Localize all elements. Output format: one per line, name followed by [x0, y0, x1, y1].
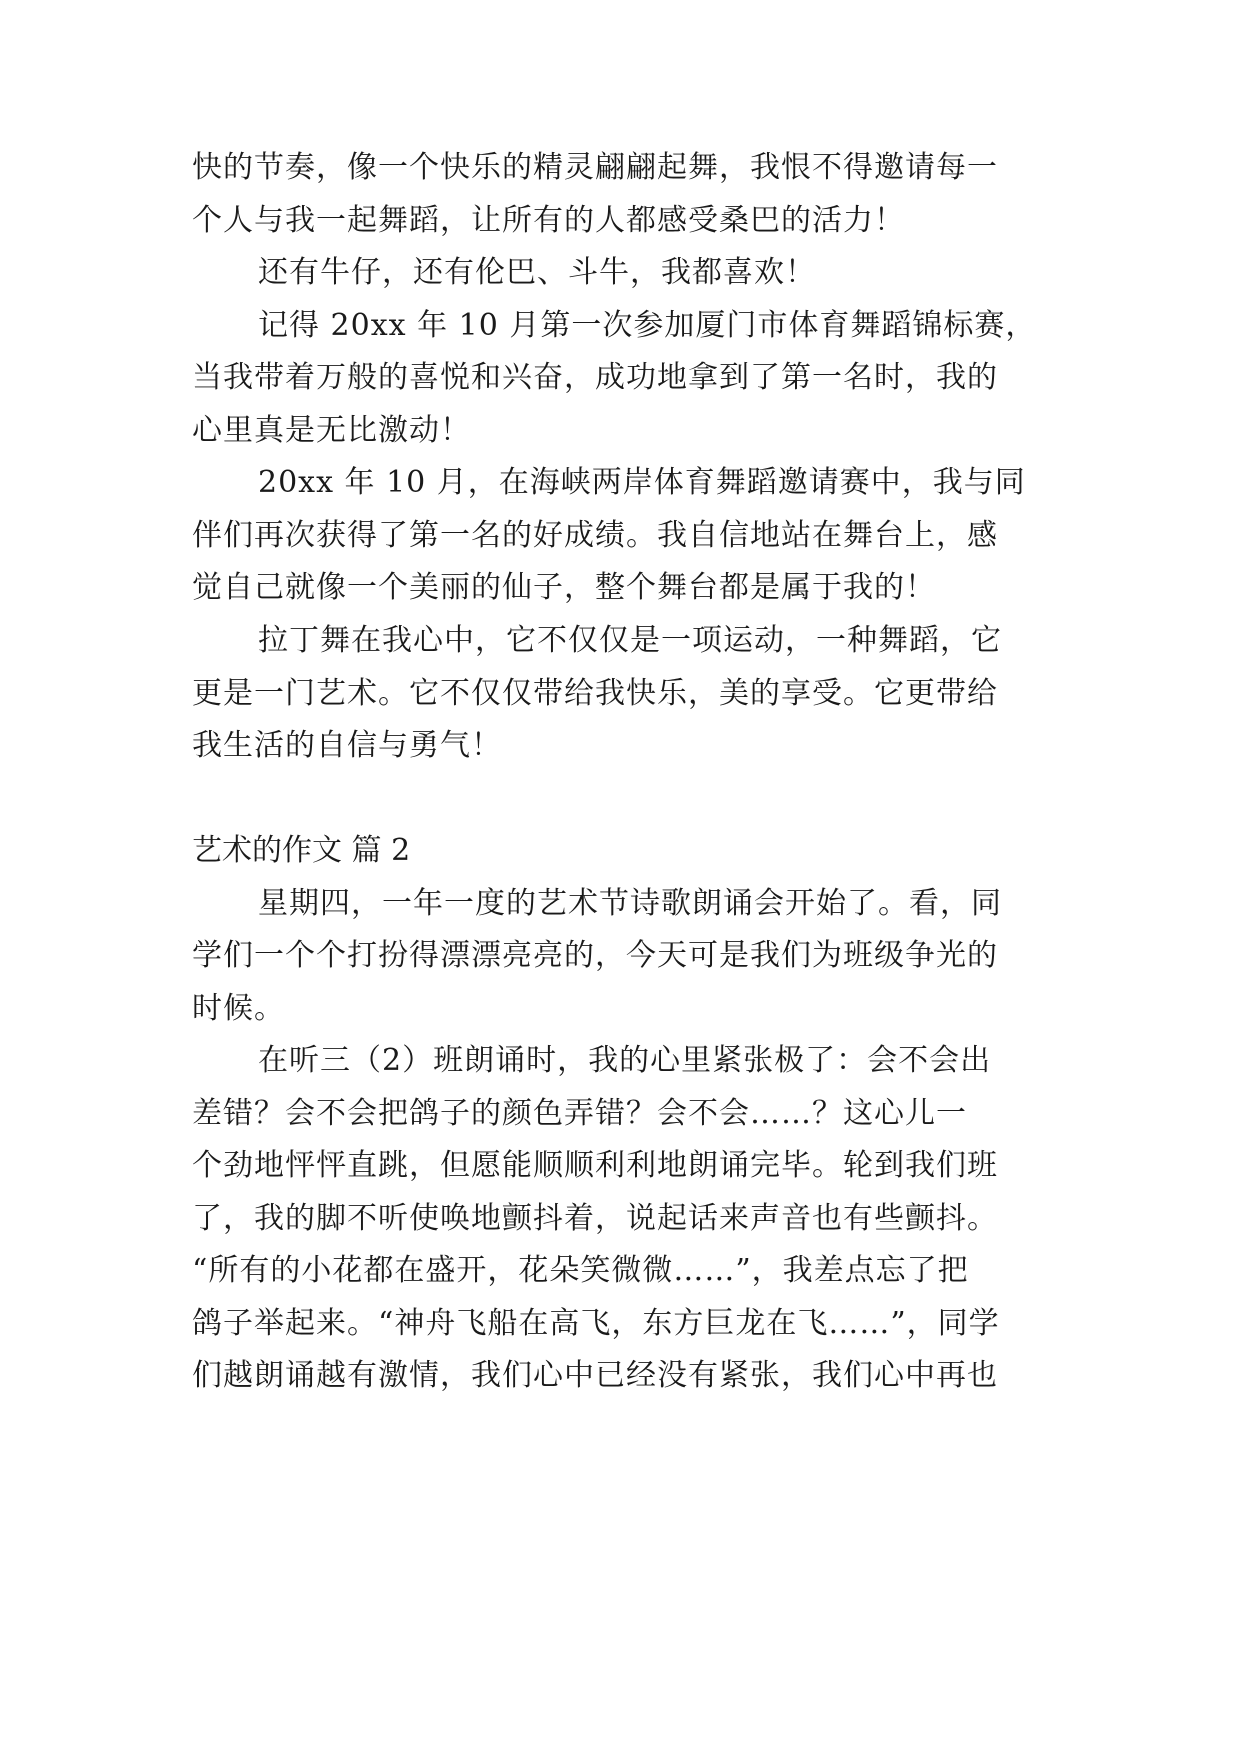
paragraph-line: 个劲地怦怦直跳，但愿能顺顺利利地朗诵完毕。轮到我们班 [192, 1148, 998, 1183]
paragraph-line: “所有的小花都在盛开，花朵笑微微……”，我差点忘了把 [192, 1253, 969, 1288]
paragraph-line: 还有牛仔，还有伦巴、斗牛，我都喜欢！ [258, 255, 816, 290]
paragraph-line: 差错？会不会把鸽子的颜色弄错？会不会……？这心儿一 [192, 1096, 967, 1131]
paragraph-line: 心里真是无比激动！ [192, 413, 471, 448]
paragraph-line: 20xx 年 10 月，在海峡两岸体育舞蹈邀请赛中，我与同 [258, 465, 1026, 500]
paragraph-line: 学们一个个打扮得漂漂亮亮的，今天可是我们为班级争光的 [192, 938, 998, 973]
paragraph-line: 伴们再次获得了第一名的好成绩。我自信地站在舞台上，感 [192, 518, 998, 553]
paragraph-line: 时候。 [192, 991, 285, 1026]
paragraph-line: 在听三（2）班朗诵时，我的心里紧张极了：会不会出 [258, 1043, 992, 1078]
paragraph-line: 拉丁舞在我心中，它不仅仅是一项运动，一种舞蹈，它 [258, 623, 1002, 658]
paragraph-line: 当我带着万般的喜悦和兴奋，成功地拿到了第一名时，我的 [192, 360, 998, 395]
paragraph-line: 觉自己就像一个美丽的仙子，整个舞台都是属于我的！ [192, 570, 936, 605]
paragraph-line: 鸽子举起来。“神舟飞船在高飞，东方巨龙在飞……”，同学 [192, 1306, 1000, 1341]
paragraph-line: 更是一门艺术。它不仅仅带给我快乐，美的享受。它更带给 [192, 676, 998, 711]
paragraph-line: 星期四，一年一度的艺术节诗歌朗诵会开始了。看，同 [258, 886, 1002, 921]
paragraph-line: 我生活的自信与勇气！ [192, 728, 502, 763]
paragraph-line: 了，我的脚不听使唤地颤抖着，说起话来声音也有些颤抖。 [192, 1201, 998, 1236]
section-heading: 艺术的作文 篇 2 [192, 833, 411, 868]
paragraph-line: 记得 20xx 年 10 月第一次参加厦门市体育舞蹈锦标赛， [258, 308, 1037, 343]
paragraph-line: 个人与我一起舞蹈，让所有的人都感受桑巴的活力！ [192, 203, 905, 238]
paragraph-line: 快的节奏，像一个快乐的精灵翩翩起舞，我恨不得邀请每一 [192, 150, 998, 185]
paragraph-line: 们越朗诵越有激情，我们心中已经没有紧张，我们心中再也 [192, 1358, 998, 1393]
